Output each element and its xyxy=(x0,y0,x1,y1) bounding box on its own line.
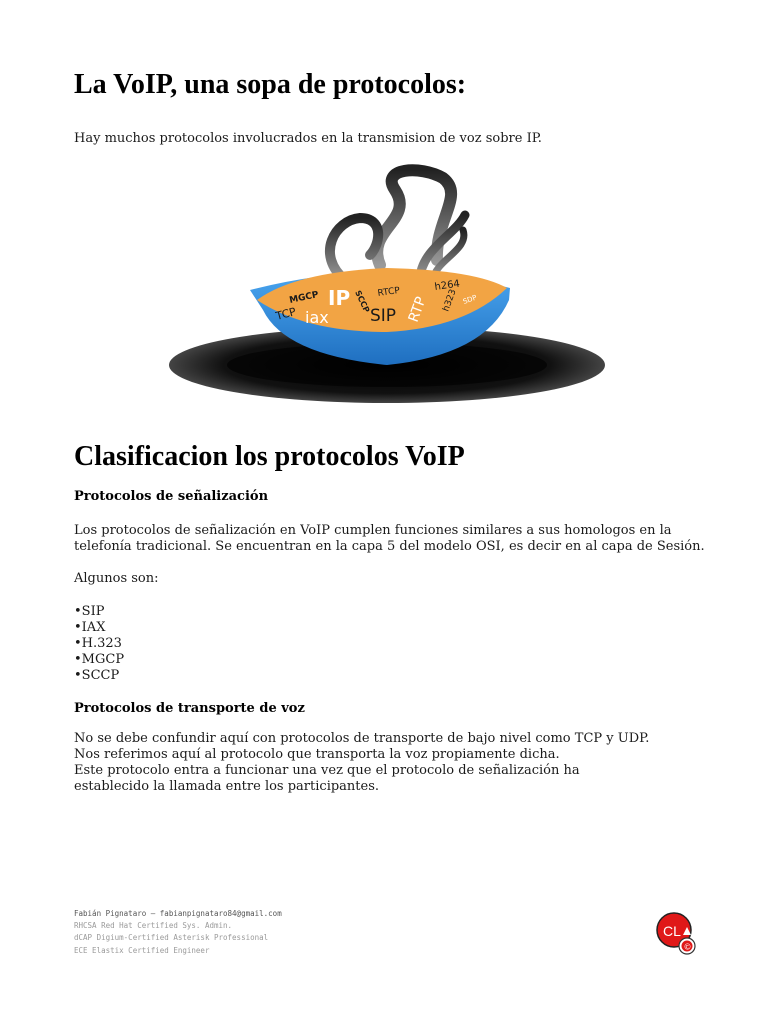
list-item: • SCCP xyxy=(74,668,124,684)
footer-author: Fabián Pignataro – fabianpignataro84@gmail.com xyxy=(74,909,282,918)
list-item: • MGCP xyxy=(74,652,124,668)
soup-bowl-illustration xyxy=(165,160,610,410)
some-are-label: Algunos son: xyxy=(74,571,159,586)
word-mgcp: MGCP xyxy=(288,290,320,306)
section-title: Clasificacion los protocolos VoIP xyxy=(74,441,465,472)
list-item: • SIP xyxy=(74,604,124,620)
signaling-heading: Protocolos de señalización xyxy=(74,489,269,504)
footer-cert-rhcsa: RHCSA Red Hat Certified Sys. Admin. xyxy=(74,921,233,931)
signaling-paragraph-line2: telefonía tradicional. Se encuentran en la capa 5 del modelo OSI, es decir en al capa de Sesión. xyxy=(74,539,705,554)
protocol-list xyxy=(74,604,124,684)
word-sdp: SDP xyxy=(461,293,478,306)
footer-cert-ece: ECE Elastix Certified Engineer xyxy=(74,945,210,955)
word-ip: IP xyxy=(328,286,351,310)
transport-line1: No se debe confundir aquí con protocolos de transporte de bajo nivel como TCP y UDP. xyxy=(74,731,650,746)
transport-line2: Nos referimos aquí al protocolo que transporta la voz propiamente dicha. xyxy=(74,747,560,762)
cl-logo-icon xyxy=(654,911,700,957)
word-rtp: RTP xyxy=(405,294,430,325)
list-item: • H.323 xyxy=(74,636,124,652)
word-rtcp: RTCP xyxy=(377,285,401,299)
footer-cert-dcap: dCAP Digium-Certified Asterisk Professional xyxy=(74,933,269,943)
footer-credits xyxy=(74,908,282,957)
transport-line4: establecido la llamada entre los participantes. xyxy=(74,779,380,794)
word-sip: SIP xyxy=(370,306,397,326)
word-h323: h323 xyxy=(441,288,459,314)
transport-heading: Protocolos de transporte de voz xyxy=(74,701,305,716)
logo-copyright: © xyxy=(683,942,692,952)
word-sccp: SCCP xyxy=(353,289,372,315)
page-title: La VoIP, una sopa de protocolos: xyxy=(74,69,467,100)
logo-text: CL xyxy=(663,923,681,939)
transport-line3: Este protocolo entra a funcionar una vez que el protocolo de señalización ha xyxy=(74,763,580,778)
intro-text: Hay muchos protocolos involucrados en la transmision de voz sobre IP. xyxy=(74,131,542,146)
word-h264: h264 xyxy=(433,278,461,293)
steam-icon xyxy=(330,170,465,280)
list-item: • IAX xyxy=(74,620,124,636)
word-tcp: TCP xyxy=(274,305,298,323)
word-iax: iax xyxy=(305,308,329,327)
signaling-paragraph-line1: Los protocolos de señalización en VoIP cumplen funciones similares a sus homologos en la xyxy=(74,523,672,538)
